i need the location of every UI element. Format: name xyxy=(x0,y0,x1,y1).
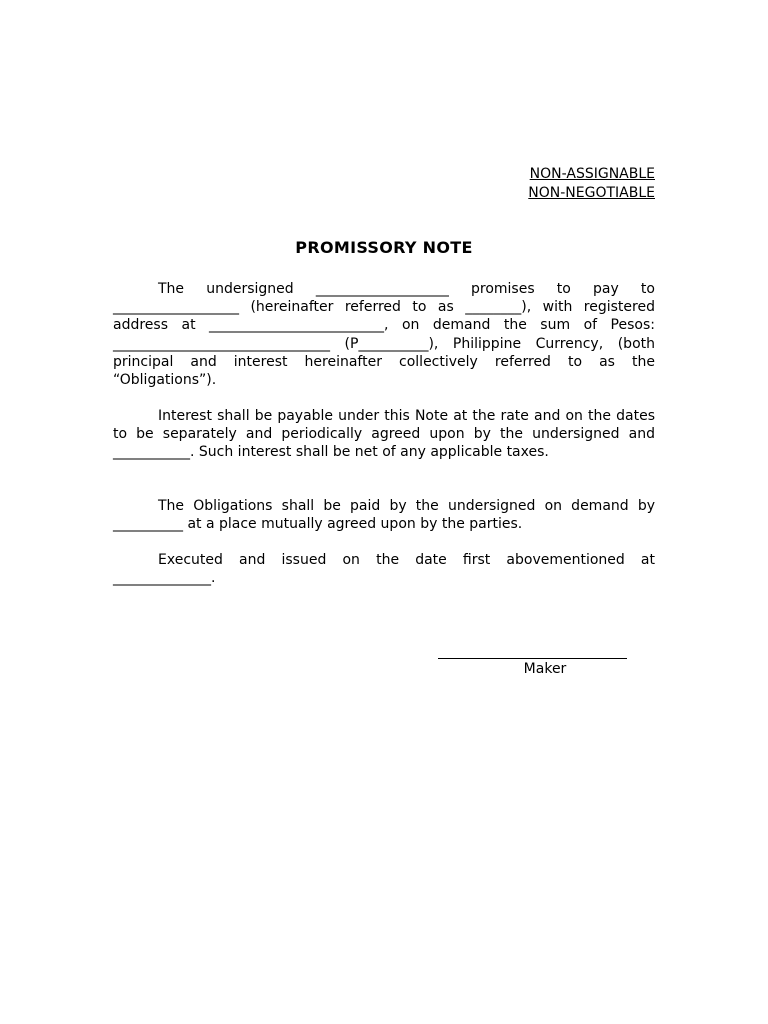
paragraph-interest xyxy=(113,407,655,462)
paragraph-promise xyxy=(113,280,655,389)
paragraph-text: Executed and issued on the date first abovementioned at ______________. xyxy=(113,552,655,587)
paragraph-text: The undersigned ___________________ promises to pay to __________________ (hereinafter referred to as ________), with registered address at _________________________, on demand the sum of Pesos: _______________________________ (P__________), Philippine Currency, (both principal and interest hereinafter collectively referred to as the “Obligations”). xyxy=(113,281,655,389)
document-title: PROMISSORY NOTE xyxy=(295,238,473,257)
signature-label: Maker xyxy=(523,661,567,677)
paragraph-text: The Obligations shall be paid by the undersigned on demand by __________ at a place mutually agreed upon by the parties. xyxy=(113,498,655,533)
non-assignable-label: NON-ASSIGNABLE xyxy=(529,166,655,182)
non-negotiable-label: NON-NEGOTIABLE xyxy=(528,185,655,201)
signature-line xyxy=(438,658,627,659)
document-stamp xyxy=(528,165,655,203)
paragraph-payment xyxy=(113,497,655,533)
paragraph-text: Interest shall be payable under this Note at the rate and on the dates to be separately and periodically agreed upon by the undersigned and ___________. Such interest shall be net of any applicable taxes. xyxy=(113,408,655,461)
paragraph-execution xyxy=(113,551,655,587)
